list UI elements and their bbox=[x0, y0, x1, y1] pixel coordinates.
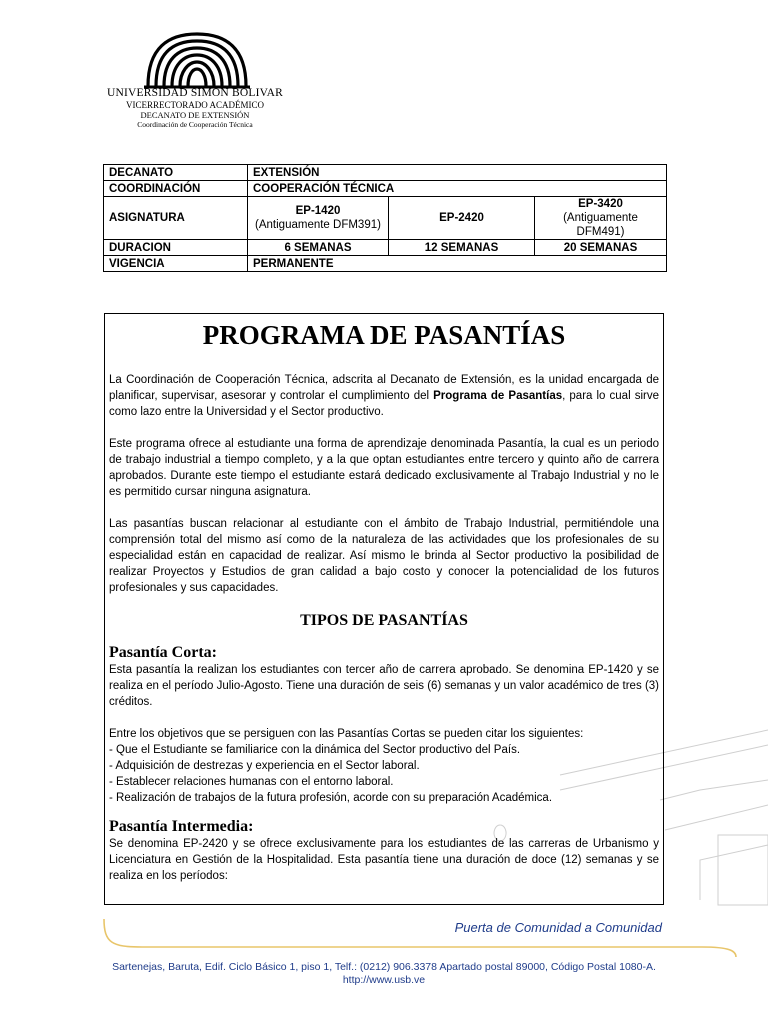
paragraph-objectives: Las pasantías buscan relacionar al estudiante con el ámbito de Trabajo Industrial, permitiéndole una comprensión total del mismo así como de la naturaleza de las actividades que los profesionales de su especialidad están en capacidad de realizar. Así mismo le brinda al Sector productivo la posibilidad de realizar Proyectos y Estudios de gran calidad a bajo costo y conocer la potencialidad de los futuros profesionales y sus capacidades. bbox=[109, 518, 659, 594]
intermedia-title: Pasantía Intermedia: bbox=[109, 818, 254, 835]
decanato-label: DECANATO bbox=[104, 165, 248, 181]
list-item: - Realización de trabajos de la futura profesión, acorde con su preparación Académica. bbox=[109, 792, 553, 804]
university-name: UNIVERSIDAD SIMÓN BOLIVAR bbox=[106, 87, 284, 99]
decanato: DECANATO DE EXTENSIÓN bbox=[140, 110, 250, 120]
vigencia-label: VIGENCIA bbox=[104, 256, 248, 272]
list-item: - Establecer relaciones humanas con el entorno laboral. bbox=[109, 776, 394, 788]
footer-motto: Puerta de Comunidad a Comunidad bbox=[454, 920, 662, 935]
intro-text-a: La Coordinación de Cooperación Técnica, adscrita al Decanato de Extensión, es la unidad encargada de planificar, supervisar, asesorar y controlar el cumplimiento del bbox=[109, 374, 659, 402]
coordinacion: Coordinación de Cooperación Técnica bbox=[137, 120, 253, 129]
duracion-value: 12 SEMANAS bbox=[389, 240, 535, 256]
decanato-value: EXTENSIÓN bbox=[248, 165, 667, 181]
vicerrectorado: VICERRECTORADO ACADÉMICO bbox=[125, 100, 265, 110]
intro-text-b: , para lo cual sirve como lazo entre la Universidad y el Sector productivo. bbox=[109, 390, 659, 418]
paragraph-program: Este programa ofrece al estudiante una forma de aprendizaje denominada Pasantía, la cual es un periodo de trabajo industrial a tiempo completo, y a la que optan estudiantes entre tercero y quinto año de carrera aprobados. Durante este tiempo el estudiante estará dedicado exclusivamente al Trabajo Industrial y no le es permitido cursar ninguna asignatura. bbox=[109, 438, 659, 498]
objetivos-list bbox=[109, 742, 659, 806]
footer-url[interactable]: http://www.usb.ve bbox=[342, 974, 426, 986]
duracion-label: DURACION bbox=[104, 240, 248, 256]
program-title: PROGRAMA DE PASANTÍAS bbox=[202, 320, 566, 350]
intermedia-paragraph: Se denomina EP-2420 y se ofrece exclusivamente para los estudiantes de las carreras de Urbanismo y Licenciatura en Gestión de la Hospitalidad. Esta pasantía tiene una duración de doce (12) semanas y se realiza en los períodos: bbox=[109, 838, 659, 882]
duracion-value: 6 SEMANAS bbox=[248, 240, 389, 256]
duracion-value: 20 SEMANAS bbox=[535, 240, 667, 256]
asignatura-note: (Antiguamente DFM391) bbox=[255, 219, 381, 231]
asignatura-code: EP-3420 bbox=[578, 198, 623, 210]
asignatura-note: (Antiguamente DFM491) bbox=[563, 212, 638, 238]
program-box bbox=[104, 313, 664, 905]
list-item: - Que el Estudiante se familiarice con la dinámica del Sector productivo del País. bbox=[109, 744, 521, 756]
intro-text-bold: Programa de Pasantías bbox=[433, 390, 563, 402]
types-title: TIPOS DE PASANTÍAS bbox=[300, 612, 468, 629]
coordinacion-label: COORDINACIÓN bbox=[104, 181, 248, 197]
corta-title: Pasantía Corta: bbox=[109, 644, 217, 661]
asignatura-label: ASIGNATURA bbox=[104, 197, 248, 240]
vigencia-value: PERMANENTE bbox=[248, 256, 667, 272]
objetivos-intro: Entre los objetivos que se persiguen con las Pasantías Cortas se pueden citar los siguientes: bbox=[109, 728, 584, 740]
coordinacion-value: COOPERACIÓN TÉCNICA bbox=[248, 181, 667, 197]
list-item: - Adquisición de destrezas y experiencia en el Sector laboral. bbox=[109, 760, 420, 772]
footer-address: Sartenejas, Baruta, Edif. Ciclo Básico 1, piso 1, Telf.: (0212) 906.3378 Apartado postal 89000, Código Postal 1080-A. bbox=[112, 961, 656, 973]
paragraph-intro bbox=[109, 372, 659, 420]
asignatura-code: EP-1420 bbox=[295, 205, 341, 217]
corta-paragraph: Esta pasantía la realizan los estudiantes con tercer año de carrera aprobado. Se denomina EP-1420 y se realiza en el período Julio-Agosto. Tiene una duración de seis (6) semanas y un valor académico de tres (3) créditos. bbox=[109, 664, 659, 708]
asignatura-code: EP-2420 bbox=[389, 197, 535, 240]
